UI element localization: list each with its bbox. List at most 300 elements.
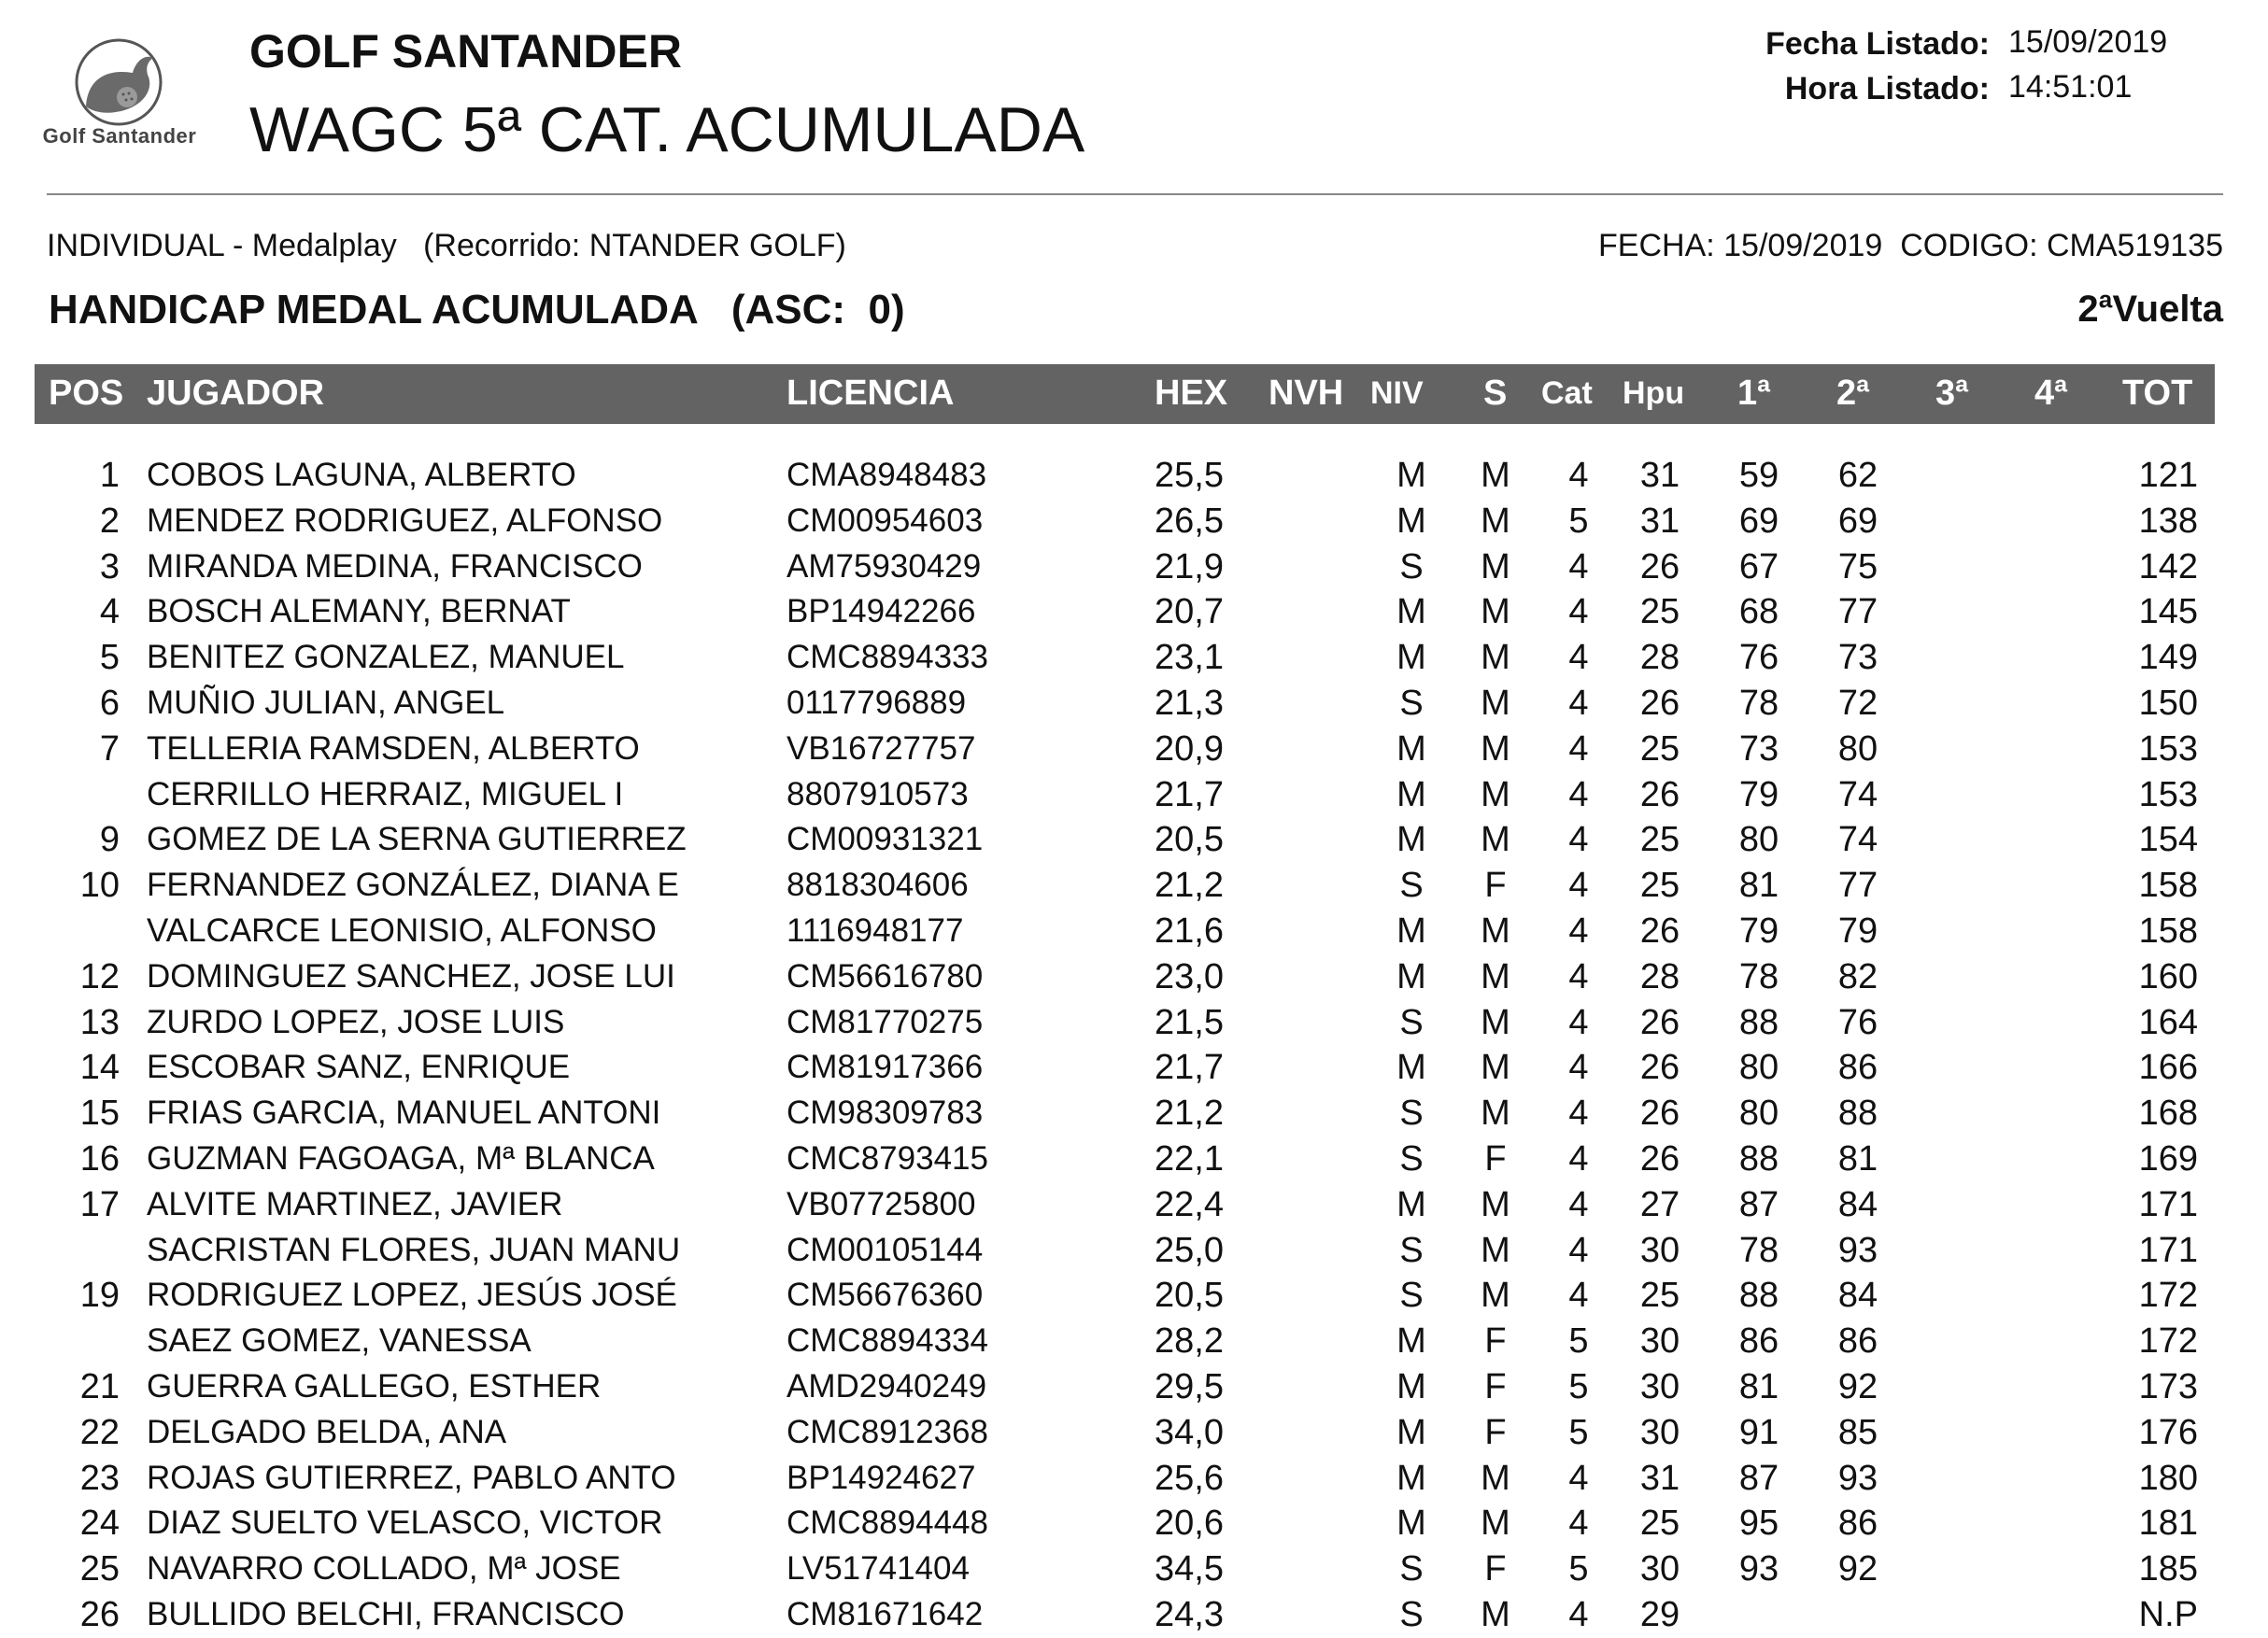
col-hpu: Hpu [1623,375,1685,411]
round-2-score: 79 [1837,911,1878,951]
level: S [1399,1594,1424,1634]
sex: F [1484,1549,1507,1589]
sex: M [1481,1048,1510,1088]
level: M [1396,1048,1426,1088]
handicap-exact: 25,0 [1155,1230,1224,1270]
round-1-score: 67 [1738,546,1779,586]
playing-handicap: 31 [1639,501,1680,541]
handicap-exact: 20,7 [1155,592,1224,632]
player-name: MUÑIO JULIAN, ANGEL [147,684,505,721]
playing-handicap: 30 [1639,1549,1680,1589]
playing-handicap: 26 [1639,911,1680,951]
player-name: ROJAS GUTIERREZ, PABLO ANTO [147,1459,676,1496]
playing-handicap: 31 [1639,1458,1680,1498]
total-score: 164 [2138,1002,2198,1042]
round-2-score: 80 [1837,728,1878,769]
handicap-exact: 21,2 [1155,866,1224,906]
col-jugador: JUGADOR [147,374,325,413]
round-label: 2ªVuelta [2077,289,2223,330]
round-1-score: 59 [1738,456,1779,495]
event-title: WAGC 5ª CAT. ACUMULADA [249,94,1085,165]
round-2-score: 82 [1837,956,1878,996]
round-2-score: 84 [1837,1184,1878,1224]
handicap-exact: 20,9 [1155,728,1224,769]
position: 2 [99,501,120,541]
level: M [1396,638,1426,678]
round-1-score: 69 [1738,501,1779,541]
playing-handicap: 30 [1639,1230,1680,1270]
total-score: 176 [2138,1412,2198,1452]
table-row [0,727,2268,772]
category: 4 [1568,1230,1589,1270]
playing-handicap: 30 [1639,1321,1680,1362]
category: 4 [1568,956,1589,996]
handicap-exact: 21,6 [1155,911,1224,951]
category: 4 [1568,1094,1589,1134]
license: LV51741404 [787,1550,970,1588]
level: M [1396,1458,1426,1498]
player-name: ALVITE MARTINEZ, JAVIER [147,1185,563,1222]
handicap-exact: 29,5 [1155,1366,1224,1406]
round-1-score: 88 [1738,1276,1779,1316]
handicap-exact: 20,5 [1155,820,1224,860]
round-2-score: 73 [1837,638,1878,678]
player-name: GUERRA GALLEGO, ESTHER [147,1367,602,1405]
level: M [1396,1366,1426,1406]
sex: M [1481,1276,1510,1316]
category: 5 [1568,1412,1589,1452]
license: CM00954603 [787,501,984,539]
logo-text: Golf Santander [42,124,197,148]
sex: M [1481,546,1510,586]
total-score: 171 [2138,1230,2198,1270]
position: 25 [79,1549,120,1589]
table-row [0,1592,2268,1638]
total-score: 154 [2138,820,2198,860]
table-row [0,1410,2268,1456]
table-header-bar [35,364,2215,424]
sex: M [1481,911,1510,951]
table-row [0,772,2268,818]
handicap-exact: 21,3 [1155,683,1224,723]
round-1-score: 73 [1738,728,1779,769]
category: 4 [1568,1504,1589,1544]
round-2-score: 77 [1837,866,1878,906]
table-row [0,499,2268,544]
category: 4 [1568,592,1589,632]
license: 8818304606 [787,867,969,904]
license: VB07725800 [787,1185,976,1222]
license: CMC8912368 [787,1413,988,1450]
category: 4 [1568,1276,1589,1316]
total-score: 180 [2138,1458,2198,1498]
col-nvh: NVH [1269,374,1344,413]
position: 9 [99,820,120,860]
player-name: BOSCH ALEMANY, BERNAT [147,593,571,630]
total-score: 158 [2138,866,2198,906]
player-name: VALCARCE LEONISIO, ALFONSO [147,911,657,949]
table-row [0,1319,2268,1364]
playing-handicap: 31 [1639,456,1680,495]
sex: M [1481,683,1510,723]
round-2-score: 75 [1837,546,1878,586]
table-row [0,453,2268,499]
total-score: 145 [2138,592,2198,632]
col-round-4: 4ª [2034,374,2068,413]
handicap-exact: 26,5 [1155,501,1224,541]
player-name: NAVARRO COLLADO, Mª JOSE [147,1550,621,1588]
round-meta: FECHA: 15/09/2019 CODIGO: CMA519135 [1598,228,2223,263]
sex: M [1481,501,1510,541]
total-score: 173 [2138,1366,2198,1406]
table-row [0,1546,2268,1592]
level: M [1396,911,1426,951]
round-1-score: 86 [1738,1321,1779,1362]
table-row [0,1273,2268,1319]
category: 4 [1568,820,1589,860]
round-1-score: 87 [1738,1458,1779,1498]
license: CM00931321 [787,821,984,858]
round-1-score: 78 [1738,1230,1779,1270]
license: CM56676360 [787,1277,984,1314]
category: 4 [1568,1048,1589,1088]
position: 23 [79,1458,120,1498]
player-name: COBOS LAGUNA, ALBERTO [147,457,576,493]
total-score: 172 [2138,1276,2198,1316]
total-score: 181 [2138,1504,2198,1544]
player-name: ESCOBAR SANZ, ENRIQUE [147,1049,571,1086]
license: CM81770275 [787,1003,984,1040]
round-2-score: 88 [1837,1094,1878,1134]
category: 4 [1568,546,1589,586]
handicap-exact: 21,9 [1155,546,1224,586]
table-row [0,1456,2268,1502]
position: 19 [79,1276,120,1316]
playing-handicap: 25 [1639,728,1680,769]
table-row [0,954,2268,1000]
playing-handicap: 26 [1639,1094,1680,1134]
total-score: 172 [2138,1321,2198,1362]
round-1-score: 78 [1738,683,1779,723]
handicap-exact: 23,1 [1155,638,1224,678]
table-row [0,1000,2268,1046]
category: 5 [1568,1366,1589,1406]
total-score: 185 [2138,1549,2198,1589]
level: S [1399,546,1424,586]
category: 4 [1568,1184,1589,1224]
total-score: 160 [2138,956,2198,996]
player-name: BULLIDO BELCHI, FRANCISCO [147,1595,625,1632]
total-score: 169 [2138,1138,2198,1179]
level: S [1399,1138,1424,1179]
player-name: MENDEZ RODRIGUEZ, ALFONSO [147,501,663,539]
license: AM75930429 [787,547,982,585]
sex: F [1484,1321,1507,1362]
sex: M [1481,638,1510,678]
handicap-exact: 20,6 [1155,1504,1224,1544]
playing-handicap: 26 [1639,1048,1680,1088]
total-score: 171 [2138,1184,2198,1224]
fecha-listado-value: 15/09/2019 [2008,24,2168,60]
position: 24 [79,1504,120,1544]
table-row [0,635,2268,681]
total-score: 153 [2138,728,2198,769]
level: S [1399,1549,1424,1589]
table-row [0,1364,2268,1410]
category: 5 [1568,501,1589,541]
round-1-score: 80 [1738,1048,1779,1088]
table-row [0,863,2268,909]
sex: F [1484,1412,1507,1452]
player-name: TELLERIA RAMSDEN, ALBERTO [147,729,640,767]
round-2-score: 69 [1837,501,1878,541]
handicap-exact: 22,4 [1155,1184,1224,1224]
playing-handicap: 25 [1639,592,1680,632]
level: S [1399,1230,1424,1270]
sex: M [1481,728,1510,769]
col-round-3: 3ª [1935,374,1969,413]
round-1-score: 81 [1738,866,1779,906]
total-score: 158 [2138,911,2198,951]
round-1-score: 91 [1738,1412,1779,1452]
license: CM81917366 [787,1049,984,1086]
col-s: S [1483,374,1508,413]
level: M [1396,956,1426,996]
sex: M [1481,1002,1510,1042]
playing-handicap: 25 [1639,1504,1680,1544]
category: 4 [1568,774,1589,814]
category: 5 [1568,1549,1589,1589]
total-score: 150 [2138,683,2198,723]
position: 21 [79,1366,120,1406]
playing-handicap: 26 [1639,683,1680,723]
level: M [1396,728,1426,769]
round-1-score: 78 [1738,956,1779,996]
round-1-score: 76 [1738,638,1779,678]
competition-format: INDIVIDUAL - Medalplay (Recorrido: NTANDER GOLF) [47,228,846,263]
round-2-score: 77 [1837,592,1878,632]
player-name: FRIAS GARCIA, MANUEL ANTONI [147,1094,661,1132]
level: S [1399,1276,1424,1316]
license: CM56616780 [787,957,984,995]
level: M [1396,774,1426,814]
license: BP14942266 [787,593,976,630]
handicap-exact: 24,3 [1155,1594,1224,1634]
playing-handicap: 25 [1639,866,1680,906]
license: AMD2940249 [787,1367,987,1405]
playing-handicap: 26 [1639,1002,1680,1042]
round-1-score: 80 [1738,820,1779,860]
table-row [0,1091,2268,1137]
col-pos: POS [49,374,124,413]
sex: M [1481,456,1510,495]
col-round-2: 2ª [1836,374,1870,413]
round-2-score: 92 [1837,1549,1878,1589]
level: S [1399,683,1424,723]
player-name: SACRISTAN FLORES, JUAN MANU [147,1231,681,1268]
round-1-score: 79 [1738,911,1779,951]
player-name: SAEZ GOMEZ, VANESSA [147,1322,532,1360]
level: M [1396,1504,1426,1544]
sex: F [1484,1366,1507,1406]
bird-icon [22,34,214,127]
col-tot: TOT [2122,374,2193,413]
category: 4 [1568,638,1589,678]
round-1-score: 95 [1738,1504,1779,1544]
round-2-score: 74 [1837,774,1878,814]
round-2-score: 81 [1837,1138,1878,1179]
round-1-score: 79 [1738,774,1779,814]
category: 4 [1568,683,1589,723]
divider [47,193,2223,195]
sex: F [1484,1138,1507,1179]
playing-handicap: 26 [1639,774,1680,814]
player-name: GUZMAN FAGOAGA, Mª BLANCA [147,1139,655,1177]
total-score: 166 [2138,1048,2198,1088]
total-score: 168 [2138,1094,2198,1134]
playing-handicap: 30 [1639,1366,1680,1406]
license: CMC8894333 [787,639,988,676]
position: 13 [79,1002,120,1042]
round-2-score: 93 [1837,1458,1878,1498]
table-row [0,681,2268,727]
level: M [1396,456,1426,495]
sex: M [1481,1094,1510,1134]
total-score: N.P [2138,1594,2198,1634]
player-name: DIAZ SUELTO VELASCO, VICTOR [147,1504,663,1542]
handicap-exact: 20,5 [1155,1276,1224,1316]
handicap-exact: 21,2 [1155,1094,1224,1134]
category: 4 [1568,1138,1589,1179]
level: M [1396,1412,1426,1452]
round-2-score: 76 [1837,1002,1878,1042]
player-name: GOMEZ DE LA SERNA GUTIERREZ [147,821,687,858]
hora-listado-label: Hora Listado: [1784,71,1990,106]
license: CMC8793415 [787,1139,988,1177]
playing-handicap: 28 [1639,638,1680,678]
round-2-score: 86 [1837,1504,1878,1544]
handicap-exact: 22,1 [1155,1138,1224,1179]
round-2-score: 92 [1837,1366,1878,1406]
col-cat: Cat [1541,375,1593,411]
level: S [1399,1094,1424,1134]
position: 26 [79,1594,120,1634]
player-name: CERRILLO HERRAIZ, MIGUEL I [147,775,624,812]
round-1-score: 93 [1738,1549,1779,1589]
license: 8807910573 [787,775,969,812]
table-row [0,1228,2268,1274]
col-round-1: 1ª [1737,374,1771,413]
total-score: 153 [2138,774,2198,814]
sex: M [1481,1230,1510,1270]
club-name: GOLF SANTANDER [249,25,682,78]
level: S [1399,1002,1424,1042]
handicap-exact: 34,0 [1155,1412,1224,1452]
player-name: MIRANDA MEDINA, FRANCISCO [147,547,643,585]
handicap-exact: 21,5 [1155,1002,1224,1042]
round-2-score: 72 [1837,683,1878,723]
sex: M [1481,774,1510,814]
handicap-exact: 21,7 [1155,1048,1224,1088]
position: 14 [79,1048,120,1088]
results-title: HANDICAP MEDAL ACUMULADA (ASC: 0) [49,287,905,332]
license: VB16727757 [787,729,976,767]
position: 17 [79,1184,120,1224]
round-2-score: 86 [1837,1321,1878,1362]
handicap-exact: 21,7 [1155,774,1224,814]
sex: M [1481,1184,1510,1224]
license: CM00105144 [787,1231,984,1268]
level: M [1396,820,1426,860]
position: 4 [99,592,120,632]
position: 16 [79,1138,120,1179]
position: 6 [99,683,120,723]
level: M [1396,1321,1426,1362]
playing-handicap: 27 [1639,1184,1680,1224]
license: CMC8894448 [787,1504,988,1542]
position: 10 [79,866,120,906]
round-1-score: 88 [1738,1002,1779,1042]
playing-handicap: 25 [1639,820,1680,860]
playing-handicap: 26 [1639,546,1680,586]
license: 0117796889 [787,684,967,721]
total-score: 138 [2138,501,2198,541]
license: CMA8948483 [787,457,987,493]
player-name: DOMINGUEZ SANCHEZ, JOSE LUI [147,957,675,995]
handicap-exact: 25,6 [1155,1458,1224,1498]
license: BP14924627 [787,1459,976,1496]
round-2-score: 62 [1837,456,1878,495]
playing-handicap: 30 [1639,1412,1680,1452]
table-row [0,1045,2268,1091]
player-name: FERNANDEZ GONZÁLEZ, DIANA E [147,867,679,904]
sex: M [1481,1504,1510,1544]
col-hex: HEX [1155,374,1228,413]
handicap-exact: 34,5 [1155,1549,1224,1589]
round-2-score: 85 [1837,1412,1878,1452]
playing-handicap: 26 [1639,1138,1680,1179]
playing-handicap: 29 [1639,1594,1680,1634]
round-2-score: 93 [1837,1230,1878,1270]
player-name: BENITEZ GONZALEZ, MANUEL [147,639,625,676]
playing-handicap: 28 [1639,956,1680,996]
position: 15 [79,1094,120,1134]
position: 3 [99,546,120,586]
sex: M [1481,1458,1510,1498]
license: CM81671642 [787,1595,984,1632]
table-row [0,1182,2268,1228]
category: 5 [1568,1321,1589,1362]
level: M [1396,501,1426,541]
table-row [0,544,2268,590]
col-licencia: LICENCIA [787,374,955,413]
total-score: 142 [2138,546,2198,586]
total-score: 121 [2138,456,2198,495]
table-row [0,909,2268,954]
player-name: DELGADO BELDA, ANA [147,1413,507,1450]
level: M [1396,1184,1426,1224]
round-2-score: 84 [1837,1276,1878,1316]
category: 4 [1568,1594,1589,1634]
total-score: 149 [2138,638,2198,678]
round-2-score: 86 [1837,1048,1878,1088]
round-2-score: 74 [1837,820,1878,860]
table-row [0,1137,2268,1182]
handicap-exact: 23,0 [1155,956,1224,996]
round-1-score: 81 [1738,1366,1779,1406]
category: 4 [1568,911,1589,951]
col-niv: NIV [1370,375,1424,411]
